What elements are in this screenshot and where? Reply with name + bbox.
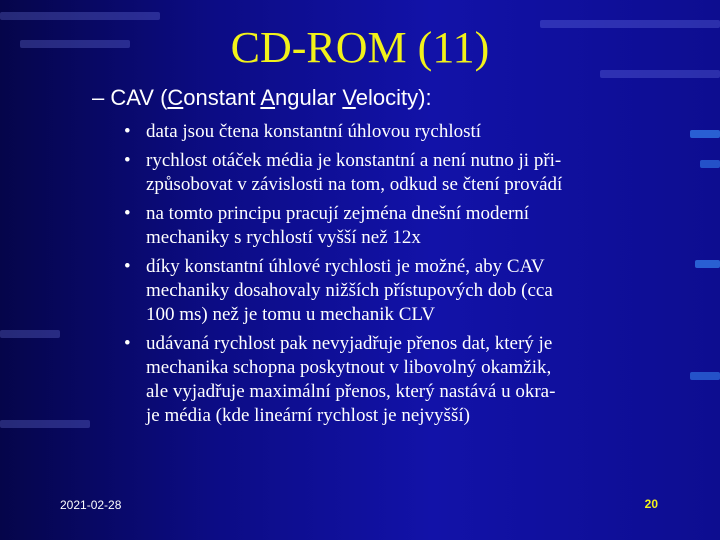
page-number: 20 (644, 497, 658, 511)
bullet-item (124, 120, 680, 144)
decorative-stripe (690, 372, 720, 380)
bullet-item (124, 332, 680, 428)
bullet-item (124, 202, 680, 250)
decorative-stripe (0, 420, 90, 428)
slide-title: CD-ROM (11) (230, 23, 490, 72)
decorative-stripe (695, 260, 720, 268)
decorative-stripe (0, 330, 60, 338)
decorative-stripe (690, 130, 720, 138)
bullet-item (124, 149, 680, 197)
subtitle-letter: A (260, 85, 276, 110)
bullet-text: data jsou čtena konstantní úhlovou rychlostí (146, 121, 482, 142)
subtitle-text: – CAV ( (92, 85, 168, 110)
slide-date: 2021-02-28 (60, 498, 122, 512)
subtitle-letter: C (167, 85, 184, 110)
bullet-item (124, 255, 680, 327)
bullet-list (124, 120, 680, 433)
decorative-stripe (0, 12, 160, 20)
bullet-text: udávaná rychlost pak nevyjadřuje přenos dat, který je mechanika schopna poskytnout v libovolný okamžik, ale vyjadřuje maximální přenos, který nastává u okra- je média (kde lineární rychlost je nejvyšší) (146, 333, 556, 426)
bullet-text: díky konstantní úhlové rychlosti je možné, aby CAV mechaniky dosahovaly nižších přístupových dob (cca 100 ms) než je tomu u mechanik CLV (146, 256, 553, 325)
bullet-text: na tomto principu pracují zejména dnešní moderní mechaniky s rychlostí vyšší než 12x (146, 203, 530, 248)
slide-subtitle (92, 84, 432, 112)
subtitle-text: onstant (183, 85, 261, 110)
subtitle-letter: V (342, 85, 356, 110)
subtitle-text: elocity): (355, 85, 432, 110)
decorative-stripe (700, 160, 720, 168)
subtitle-text: ngular (275, 85, 343, 110)
bullet-text: rychlost otáček média je konstantní a není nutno ji při- způsobovat v závislosti na tom, odkud se čtení provádí (146, 150, 563, 195)
